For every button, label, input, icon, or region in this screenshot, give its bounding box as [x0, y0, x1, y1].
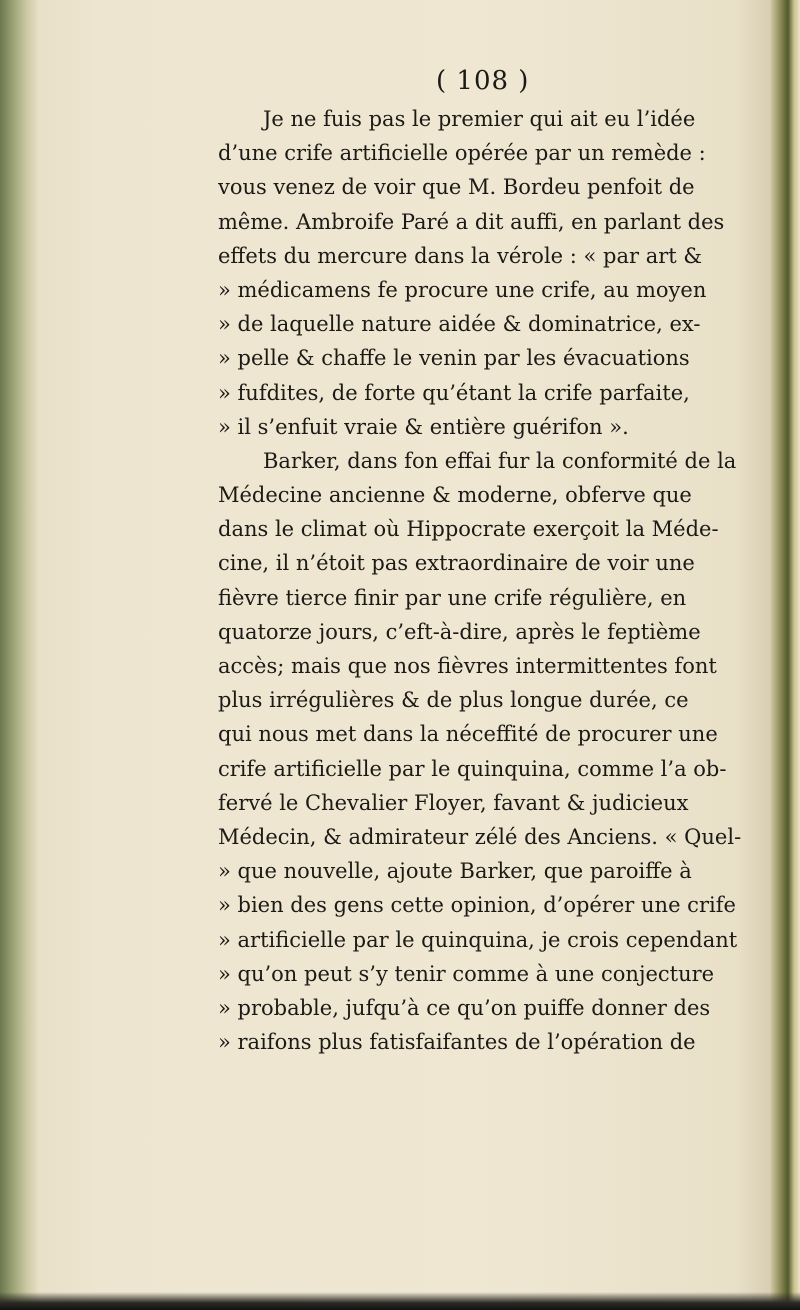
text-line: effets du mercure dans la vérole : « par art & [218, 243, 703, 268]
text-line: vous venez de voir que M. Bordeu penfoit de [218, 175, 695, 200]
text-line: » médicamens fe procure une crife, au moyen [218, 277, 707, 302]
text-line: d’une crife artificielle opérée par un remède : [218, 141, 706, 166]
right-page-edge [770, 0, 800, 1310]
left-binding-edge [0, 0, 38, 1310]
text-line: » pelle & chaffe le venin par les évacuations [218, 346, 690, 371]
text-line: plus irrégulières & de plus longue durée, ce [218, 688, 689, 713]
text-line: » que nouvelle, ajoute Barker, que paroiffe à [218, 859, 692, 884]
text-line: » probable, jufqu’à ce qu’on puiffe donner des [218, 995, 711, 1020]
text-line: Barker, dans fon effai fur la conformité de la [263, 448, 737, 473]
text-line: fervé le Chevalier Floyer, favant & judicieux [218, 790, 689, 815]
text-line: fièvre tierce finir par une crife régulière, en [218, 585, 687, 610]
text-line: » raifons plus fatisfaifantes de l’opération de [218, 1030, 696, 1055]
text-line: Médecine ancienne & moderne, obferve que [218, 483, 692, 508]
text-line: dans le climat où Hippocrate exerçoit la Méde- [218, 517, 719, 542]
text-line: » qu’on peut s’y tenir comme à une conjecture [218, 961, 715, 986]
text-line: accès; mais que nos fièvres intermittentes font [218, 654, 717, 678]
text-line: » il s’enfuit vraie & entière guérifon ». [218, 414, 629, 439]
text-line: » de laquelle nature aidée & dominatrice, ex- [218, 312, 701, 337]
text-line: Je ne fuis pas le premier qui ait eu l’idée [263, 107, 696, 131]
text-line: qui nous met dans la néceffité de procurer une [218, 722, 718, 747]
page-number: ( 108 ) [436, 66, 530, 96]
text-line: » artificielle par le quinquina, je crois cependant [218, 927, 738, 952]
text-line: quatorze jours, c’eft-à-dire, après le feptième [218, 619, 701, 644]
text-line: cine, il n’étoit pas extraordinaire de voir une [218, 551, 695, 576]
bottom-page-edge [0, 1292, 800, 1310]
text-line: » bien des gens cette opinion, d’opérer une crife [218, 893, 736, 918]
text-line: Médecin, & admirateur zélé des Anciens. « Quel- [218, 824, 742, 849]
text-line: même. Ambroife Paré a dit auffi, en parlant des [218, 209, 725, 234]
body-text [218, 102, 758, 1059]
text-line: crife artificielle par le quinquina, comme l’a ob- [218, 756, 727, 781]
text-line: » fufdites, de forte qu’étant la crife parfaite, [218, 380, 690, 405]
